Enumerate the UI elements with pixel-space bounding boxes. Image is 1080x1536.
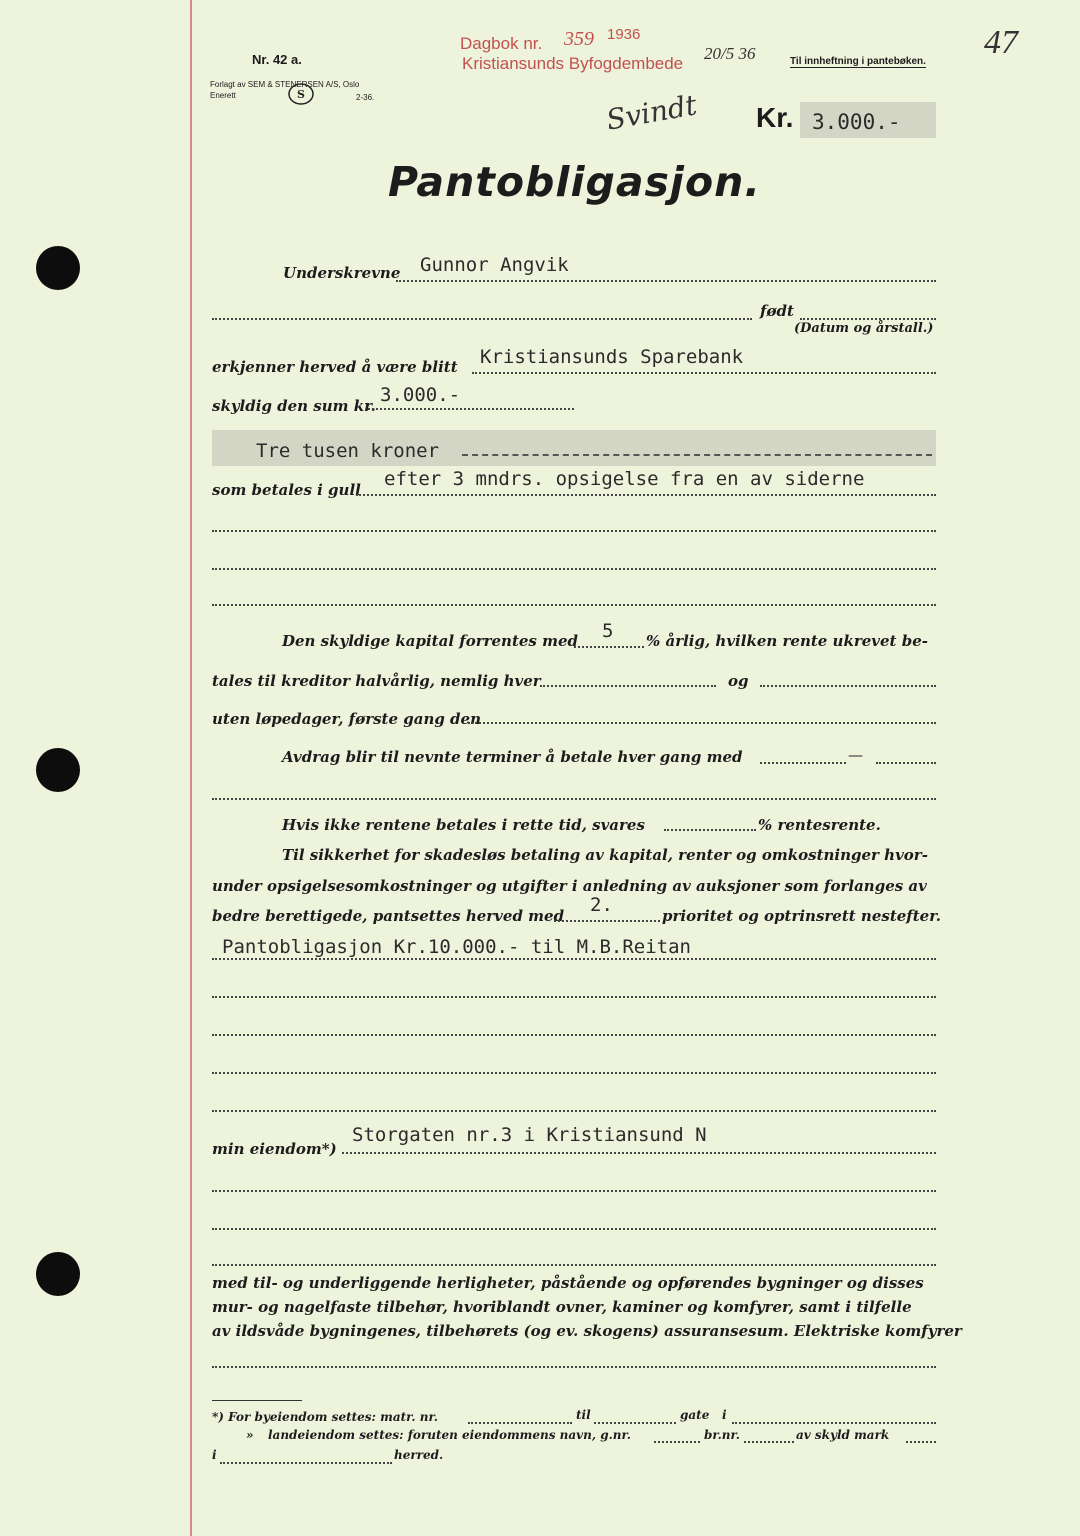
- footnote-line2-a: landeiendom settes: foruten eiendommens navn, g.nr.: [268, 1428, 631, 1442]
- blank-line-1: [212, 530, 936, 532]
- avdrag-blank-line: [212, 798, 936, 800]
- punch-hole-top: [36, 246, 80, 290]
- footnote-line3-b: herred.: [394, 1448, 444, 1462]
- born-date-line: [800, 318, 936, 320]
- form-number: Nr. 42 a.: [252, 52, 302, 67]
- property-value: Storgaten nr.3 i Kristiansund N: [352, 1124, 707, 1146]
- footnote-line1-c: gate: [680, 1408, 710, 1422]
- creditor-value: Kristiansunds Sparebank: [480, 346, 744, 368]
- hvis-label-a: Hvis ikke rentene betales i rette tid, svares: [282, 816, 645, 834]
- blank-line-7: [212, 1110, 936, 1112]
- halfyear-label: tales til kreditor halvårlig, nemlig hver: [212, 672, 541, 690]
- paid-value: efter 3 mndrs. opsigelse fra en av siderne: [384, 468, 865, 490]
- publisher-enerett: Enerett: [210, 91, 236, 100]
- footnote-rule: [212, 1400, 302, 1401]
- born-label: født: [760, 302, 794, 320]
- page-number: 47: [984, 24, 1018, 61]
- footnote-line2-b: br.nr.: [704, 1428, 740, 1442]
- interest-line: [574, 646, 644, 648]
- blank-line-10: [212, 1264, 936, 1266]
- closing-blank-line: [212, 1366, 936, 1368]
- born-note: (Datum og årstall.): [794, 321, 934, 336]
- stamp-year: 1936: [607, 26, 641, 43]
- loped-line: [468, 722, 936, 724]
- footnote-line2-prefix: »: [246, 1428, 254, 1442]
- priority-line: [554, 920, 660, 922]
- footnote-line2-c: av skyld mark: [796, 1428, 890, 1442]
- security-line-3b: prioritet og optrinsrett nestefter.: [662, 907, 941, 925]
- interest-label-b: % årlig, hvilken rente ukrevet be-: [646, 632, 928, 650]
- punch-hole-bottom: [36, 1252, 80, 1296]
- footnote-gate-line: [732, 1422, 936, 1424]
- publisher-line: Forlagt av SEM & STENERSEN A/S, Oslo: [210, 80, 360, 89]
- og-label: og: [728, 672, 749, 690]
- undersigned-value: Gunnor Angvik: [420, 254, 569, 276]
- security-line-2: under opsigelsesomkostninger og utgifter i anledning av auksjoner som forlanges av: [212, 877, 927, 895]
- stamp-office: Kristiansunds Byfogdembede: [462, 54, 684, 73]
- hvis-label-b: % rentesrente.: [758, 816, 881, 834]
- amount-words-dash: [462, 454, 932, 456]
- stamp-dagbok-number: 359: [564, 28, 594, 50]
- document-title: Pantobligasjon.: [388, 158, 761, 206]
- stamp-dagbok-label: Dagbok nr.: [460, 34, 543, 53]
- margin-line: [190, 0, 192, 1536]
- blank-line-6: [212, 1072, 936, 1074]
- footnote-gnr-line: [654, 1441, 700, 1443]
- undersigned-line: [396, 280, 936, 282]
- avdrag-value: —: [848, 746, 863, 764]
- footnote-mark-line: [906, 1441, 936, 1443]
- prior-lien-value: Pantobligasjon Kr.10.000.- til M.B.Reitan: [222, 936, 691, 958]
- handwritten-signature: Svindt: [603, 88, 700, 137]
- priority-value: 2.: [590, 894, 613, 916]
- avdrag-line-1: [760, 762, 846, 764]
- footnote-line1-d: i: [722, 1408, 727, 1422]
- amount-words: Tre tusen kroner: [256, 440, 440, 462]
- halfyear-line-1: [540, 685, 716, 687]
- avdrag-line-2: [876, 762, 936, 764]
- closing-line-1: med til- og underliggende herligheter, påstående og opførendes bygninger og disses: [212, 1274, 924, 1292]
- owing-label: skyldig den sum kr.: [212, 397, 376, 415]
- blank-line-2: [212, 568, 936, 570]
- blank-line-8: [212, 1190, 936, 1192]
- punch-hole-middle: [36, 748, 80, 792]
- svg-text:S: S: [297, 88, 305, 101]
- amount-label: Kr.: [756, 102, 794, 133]
- interest-value: 5: [602, 620, 614, 642]
- paid-label: som betales i gull: [212, 481, 361, 499]
- paid-line: [356, 494, 936, 496]
- owing-line: [368, 408, 574, 410]
- property-label: min eiendom*): [212, 1140, 337, 1158]
- footnote-line1-a: *) For byeiendom settes: matr. nr.: [212, 1410, 438, 1424]
- footnote-til-line: [594, 1422, 676, 1424]
- security-line-1: Til sikkerhet for skadesløs betaling av kapital, renter og omkostninger hvor-: [282, 846, 928, 864]
- binding-note: Til innheftning i pantebøken.: [790, 56, 926, 67]
- undersigned-label: Underskrevne: [283, 264, 401, 282]
- halfyear-line-2: [760, 685, 936, 687]
- footnote-line3-a: i: [212, 1448, 217, 1462]
- publisher-date: 2-36.: [356, 93, 375, 102]
- footnote-herred-line: [220, 1462, 392, 1464]
- closing-line-2: mur- og nagelfaste tilbehør, hvoriblandt ovner, kaminer og komfyrer, samt i tilfelle: [212, 1298, 912, 1316]
- amount-value: 3.000.-: [812, 110, 901, 134]
- owing-value: 3.000.-: [380, 384, 461, 406]
- blank-line-3: [212, 604, 936, 606]
- publisher-logo-icon: [286, 82, 316, 106]
- loped-label: uten løpedager, første gang den: [212, 710, 481, 728]
- acknowledges-label: erkjenner herved å være blitt: [212, 358, 458, 376]
- footnote-line1-b: til: [576, 1408, 591, 1422]
- stamp-date: 20/5 36: [704, 44, 756, 63]
- creditor-line: [472, 372, 936, 374]
- hvis-line: [664, 829, 756, 831]
- blank-line-5: [212, 1034, 936, 1036]
- avdrag-label: Avdrag blir til nevnte terminer å betale hver gang med: [282, 748, 743, 766]
- property-line: [342, 1152, 936, 1154]
- blank-line-4: [212, 996, 936, 998]
- blank-line-9: [212, 1228, 936, 1230]
- closing-line-3: av ildsvåde bygningenes, tilbehørets (og ev. skogens) assuransesum. Elektriske komfyrer: [212, 1322, 962, 1340]
- born-line: [212, 318, 752, 320]
- prior-lien-line: [212, 958, 936, 960]
- interest-label-a: Den skyldige kapital forrentes med: [282, 632, 578, 650]
- footnote-matr-line: [468, 1422, 572, 1424]
- footnote-brnr-line: [744, 1441, 794, 1443]
- security-line-3a: bedre berettigede, pantsettes herved med: [212, 907, 565, 925]
